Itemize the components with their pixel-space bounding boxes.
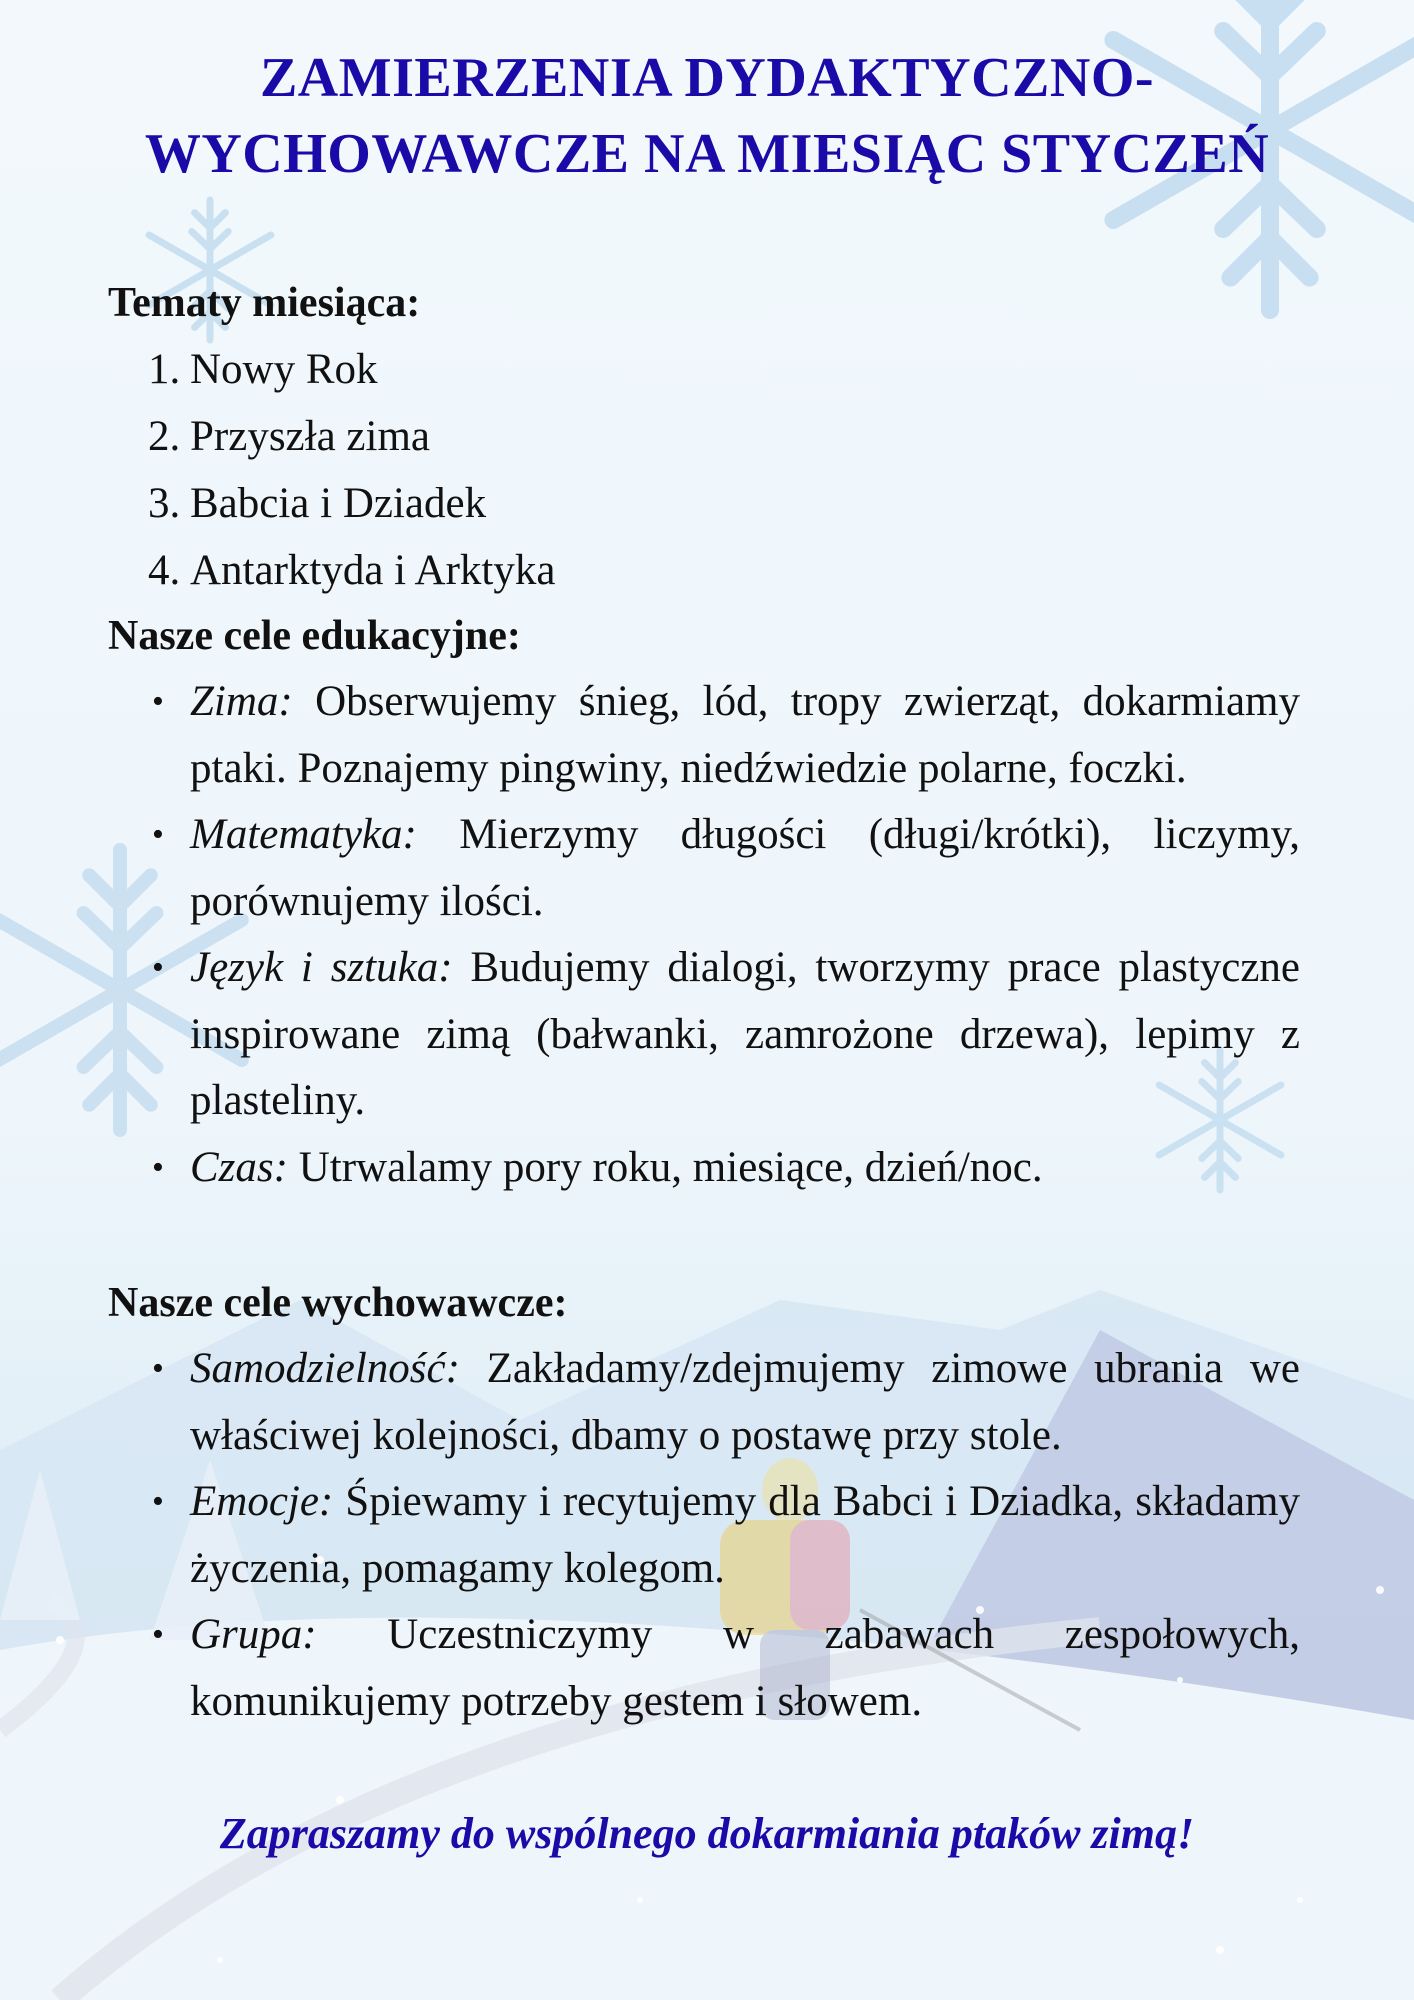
goal-text: Uczestniczymy w zabawach zespołowych, komunikujemy potrzeby gestem i słowem.: [190, 1611, 1300, 1725]
list-item: [148, 1135, 1300, 1202]
title-line-2: WYCHOWAWCZE NA MIESIĄC STYCZEŃ: [144, 123, 1270, 185]
list-item: [148, 1336, 1300, 1469]
page-title: [0, 40, 1414, 192]
list-item: [148, 470, 555, 537]
educational-goals-list: [148, 669, 1300, 1201]
goal-text: Mierzymy długości (długi/krótki), liczymy, porównujemy ilości.: [190, 811, 1300, 925]
list-number: 1.: [148, 346, 181, 393]
bullet-icon: •: [152, 1616, 164, 1653]
topic-text: Babcia i Dziadek: [190, 480, 487, 527]
list-item: [148, 802, 1300, 935]
title-line-1: ZAMIERZENIA DYDAKTYCZNO-: [259, 47, 1155, 109]
goal-label: Matematyka:: [190, 811, 417, 858]
list-item: [148, 537, 555, 604]
goal-text: Zakładamy/zdejmujemy zimowe ubrania we właściwej kolejności, dbamy o postawę przy stole.: [190, 1345, 1300, 1459]
upbringing-goals-heading: Nasze cele wychowawcze:: [108, 1280, 568, 1326]
goal-text: Śpiewamy i recytujemy dla Babci i Dziadka, składamy życzenia, pomagamy kolegom.: [190, 1478, 1300, 1592]
list-number: 3.: [148, 480, 181, 527]
bullet-icon: •: [152, 949, 164, 986]
bullet-icon: •: [152, 816, 164, 853]
topics-list: [148, 336, 555, 604]
goal-label: Język i sztuka:: [190, 944, 453, 991]
list-item: [148, 336, 555, 403]
educational-goals-heading: Nasze cele edukacyjne:: [108, 613, 521, 659]
bullet-icon: •: [152, 1483, 164, 1520]
goal-text: Budujemy dialogi, tworzymy prace plastyczne inspirowane zimą (bałwanki, zamrożone drzewa), lepimy z plasteliny.: [190, 944, 1301, 1124]
list-item: [148, 669, 1300, 802]
goal-label: Grupa:: [190, 1611, 317, 1658]
goal-label: Emocje:: [190, 1478, 334, 1525]
goal-text: Obserwujemy śnieg, lód, tropy zwierząt, dokarmiamy ptaki. Poznajemy pingwiny, niedźwiedzie polarne, foczki.: [190, 678, 1300, 792]
topic-text: Przyszła zima: [190, 413, 430, 460]
bullet-icon: •: [152, 1350, 164, 1387]
list-item: [148, 403, 555, 470]
goal-label: Czas:: [190, 1143, 288, 1191]
goal-label: Samodzielność:: [190, 1345, 460, 1392]
list-number: 2.: [148, 413, 181, 460]
bullet-icon: •: [152, 683, 164, 720]
topic-text: Antarktyda i Arktyka: [190, 547, 556, 594]
goal-label: Zima:: [190, 678, 293, 725]
list-item: [148, 1469, 1300, 1602]
bullet-icon: •: [152, 1148, 164, 1186]
closing-invitation: Zapraszamy do wspólnego dokarmiania ptaków zimą!: [219, 1809, 1195, 1858]
upbringing-goals-list: [148, 1336, 1300, 1735]
topics-heading: Tematy miesiąca:: [108, 280, 421, 326]
list-item: [148, 1602, 1300, 1735]
list-item: [148, 935, 1300, 1135]
topic-text: Nowy Rok: [190, 346, 378, 393]
list-number: 4.: [148, 547, 181, 594]
goal-text: Utrwalamy pory roku, miesiące, dzień/noc.: [287, 1143, 1043, 1191]
